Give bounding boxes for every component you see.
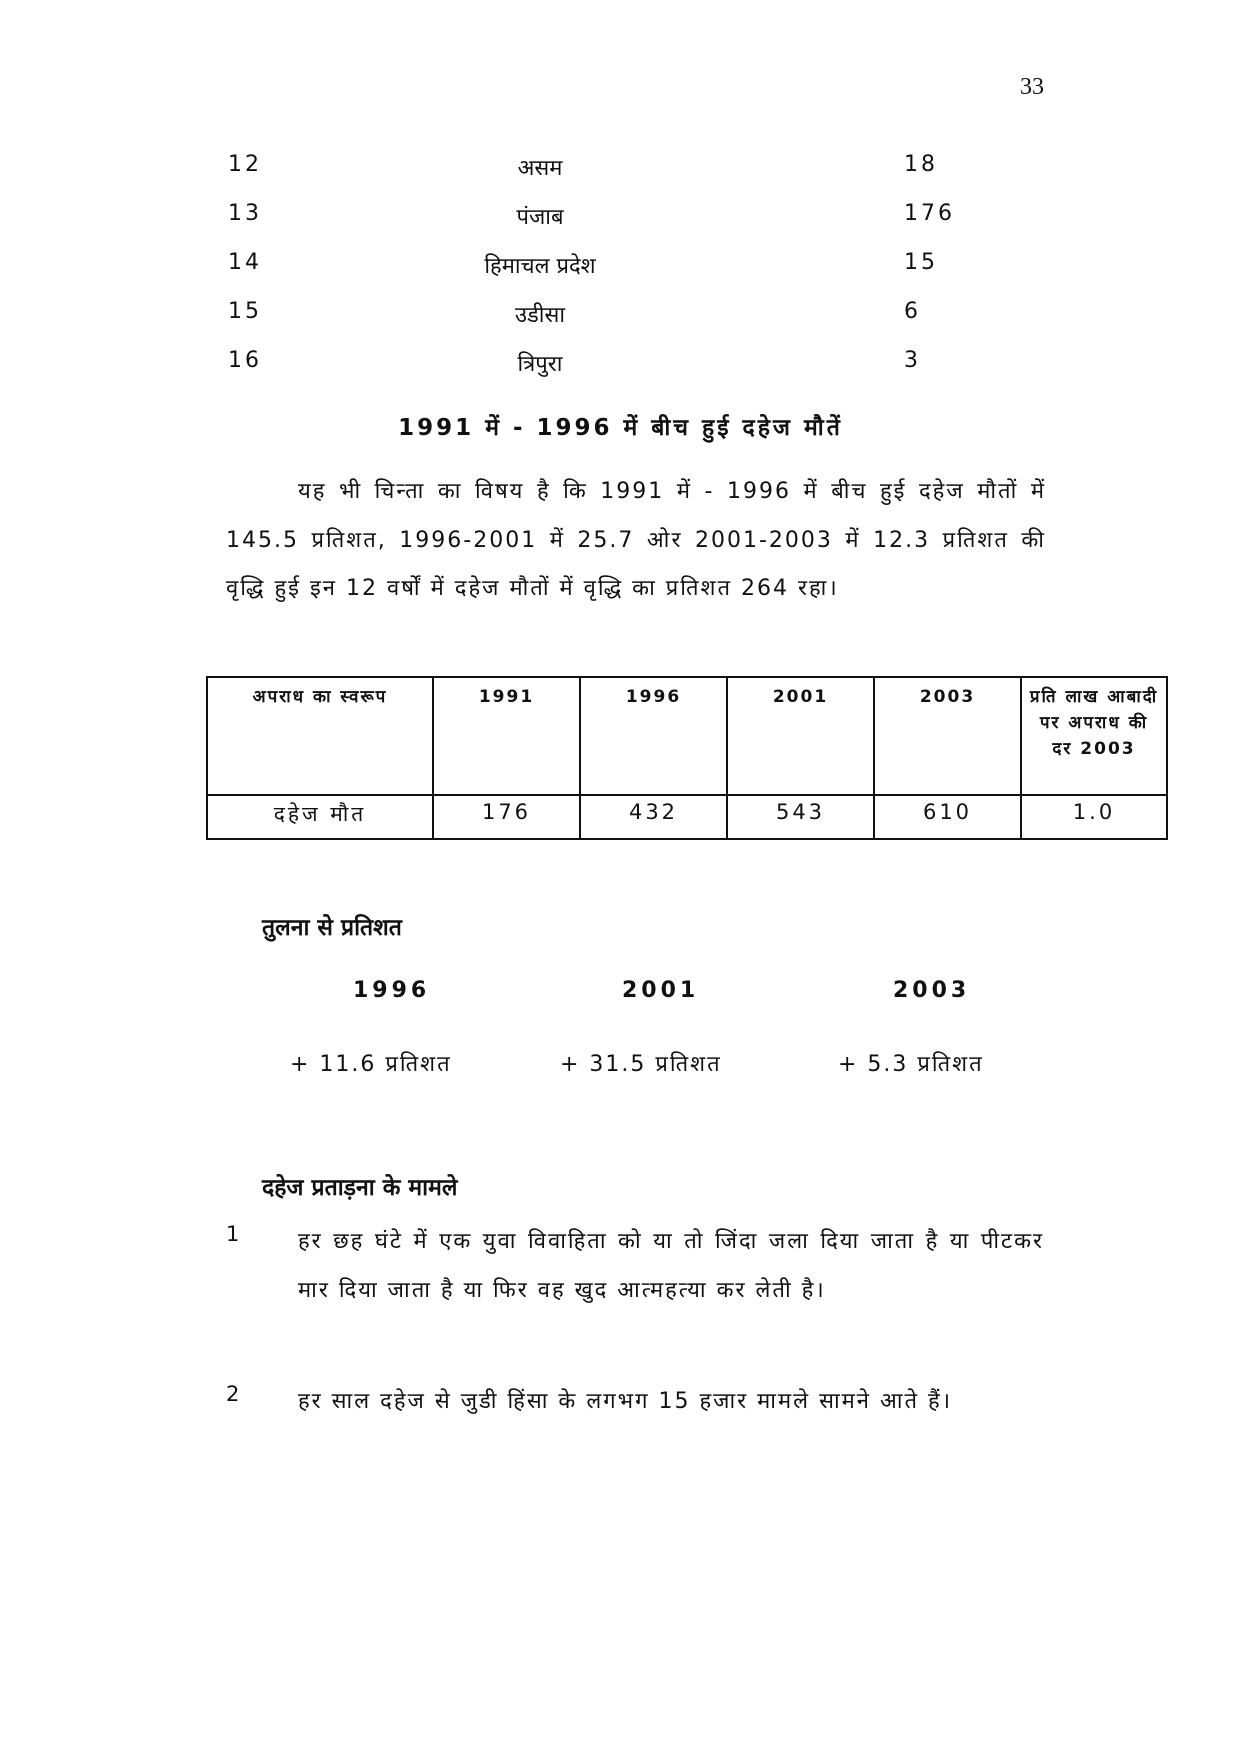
row-number: 12: [228, 152, 262, 177]
table-cell: 1.0: [1021, 795, 1167, 839]
state-row: [0, 299, 1241, 329]
comparison-percent: + 5.3 प्रतिशत: [838, 1052, 984, 1077]
row-number: 14: [228, 250, 262, 275]
table-cell: 176: [433, 795, 580, 839]
list-item-number: 2: [226, 1382, 240, 1406]
table-header-cell: 1996: [580, 677, 727, 795]
table-row: [207, 795, 1167, 839]
state-name: असम: [517, 156, 563, 181]
harassment-heading: दहेज प्रताड़ना के मामले: [262, 1175, 458, 1201]
state-name: उडीसा: [514, 303, 566, 328]
list-item-number: 1: [226, 1222, 240, 1246]
state-row: [0, 250, 1241, 280]
comparison-year: 2001: [622, 978, 700, 1003]
comparison-percent: + 11.6 प्रतिशत: [290, 1052, 452, 1077]
state-name: हिमाचल प्रदेश: [484, 254, 596, 279]
comparison-percent: + 31.5 प्रतिशत: [560, 1052, 722, 1077]
state-value: 176: [904, 201, 955, 226]
row-number: 15: [228, 299, 262, 324]
table-cell: 432: [580, 795, 727, 839]
body-paragraph: यह भी चिन्ता का विषय है कि 1991 में - 1996 में बीच हुई दहेज मौतों में 145.5 प्रतिशत, 1996-2001 में 25.7 ओर 2001-2003 में 12.3 प्रतिशत की वृद्धि हुई इन 12 वर्षों में दहेज मौतों में वृद्धि का प्रतिशत 264 रहा।: [226, 479, 1046, 601]
table-cell: दहेज मौत: [207, 795, 433, 839]
table-header-cell: 2003: [874, 677, 1021, 795]
state-value: 15: [904, 250, 938, 275]
page-number: 33: [1020, 74, 1044, 100]
state-row: [0, 348, 1241, 378]
state-value: 6: [904, 299, 921, 324]
state-row: [0, 152, 1241, 182]
section-heading: 1991 में - 1996 में बीच हुई दहेज मौतें: [398, 415, 843, 441]
comparison-year: 2003: [893, 978, 971, 1003]
state-value: 18: [904, 152, 938, 177]
dowry-deaths-table: [206, 676, 1168, 840]
comparison-heading: तुलना से प्रतिशत: [262, 915, 402, 941]
list-item-text: हर छह घंटे में एक युवा विवाहिता को या तो जिंदा जला दिया जाता है या पीटकर मार दिया जाता है या फिर वह खुद आत्महत्या कर लेती है।: [298, 1229, 1044, 1303]
comparison-year: 1996: [353, 978, 431, 1003]
table-header-cell: 1991: [433, 677, 580, 795]
row-number: 13: [228, 201, 262, 226]
row-number: 16: [228, 348, 262, 373]
state-name: पंजाब: [516, 205, 564, 230]
table-header-cell: प्रति लाख आबादी पर अपराध की दर 2003: [1021, 677, 1167, 795]
state-value: 3: [904, 348, 921, 373]
list-item-text: हर साल दहेज से जुडी हिंसा के लगभग 15 हजार मामले सामने आते हैं।: [298, 1389, 953, 1414]
table-cell: 610: [874, 795, 1021, 839]
state-name: त्रिपुरा: [517, 352, 563, 377]
state-row: [0, 201, 1241, 231]
table-header-cell: 2001: [727, 677, 874, 795]
table-cell: 543: [727, 795, 874, 839]
table-header-cell: अपराध का स्वरूप: [207, 677, 433, 795]
table-header-row: [207, 677, 1167, 795]
